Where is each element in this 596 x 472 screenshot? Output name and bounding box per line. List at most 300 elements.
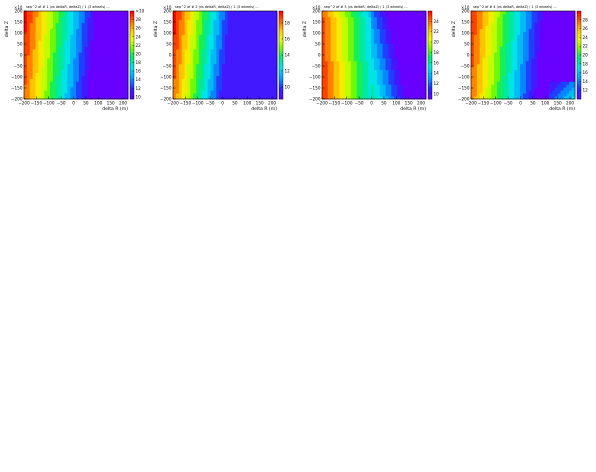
heatmap-cell [93, 11, 96, 14]
heatmap-cell [116, 78, 119, 81]
heatmap-cell [33, 20, 36, 23]
heatmap-cell [488, 67, 491, 70]
color-bar-segment [279, 20, 283, 23]
heatmap-cell [488, 73, 491, 76]
heatmap-cell [537, 14, 540, 17]
heatmap-cell [517, 84, 520, 87]
heatmap-cell [116, 84, 119, 87]
heatmap-cell [339, 61, 342, 64]
heatmap-cell [325, 34, 328, 37]
heatmap-cell [216, 23, 219, 26]
heatmap-cell [108, 93, 111, 96]
heatmap-cell [196, 73, 199, 76]
heatmap-cell [383, 23, 386, 26]
heatmap-cell [202, 64, 205, 67]
heatmap-cell [497, 67, 500, 70]
heatmap-cell [485, 17, 488, 20]
heatmap-cell [523, 29, 526, 32]
heatmap-cell [93, 55, 96, 58]
heatmap-cell [62, 93, 65, 96]
heatmap-cell [345, 37, 348, 40]
color-bar-segment [279, 18, 283, 21]
heatmap-cell [231, 81, 234, 84]
heatmap-cell [494, 14, 497, 17]
heatmap-cell [386, 26, 389, 29]
heatmap-cell [96, 90, 99, 93]
heatmap-cell [526, 34, 529, 37]
color-bar-segment [428, 95, 432, 98]
heatmap-cell [388, 26, 391, 29]
heatmap-cell [517, 58, 520, 61]
heatmap-cell [193, 49, 196, 52]
heatmap-cell [406, 87, 409, 90]
color-bar-segment [279, 66, 283, 69]
heatmap-cell [41, 32, 44, 35]
heatmap-cell [44, 84, 47, 87]
heatmap-cell [351, 64, 354, 67]
heatmap-cell [44, 29, 47, 32]
heatmap-cell [222, 93, 225, 96]
heatmap-cell [403, 37, 406, 40]
heatmap-cell [526, 87, 529, 90]
heatmap-cell [56, 32, 59, 35]
heatmap-cell [328, 11, 331, 14]
heatmap-cell [190, 49, 193, 52]
z-tick-label: 24 [135, 34, 141, 40]
heatmap-cell [480, 23, 483, 26]
heatmap-cell [360, 37, 363, 40]
heatmap-cell [222, 26, 225, 29]
heatmap-cell [506, 55, 509, 58]
heatmap-cell [552, 64, 555, 67]
heatmap-cell [27, 90, 30, 93]
heatmap-cell [208, 17, 211, 20]
heatmap-cell [44, 58, 47, 61]
heatmap-cell [234, 49, 237, 52]
heatmap-cell [222, 73, 225, 76]
heatmap-cell [397, 43, 400, 46]
heatmap-cell [228, 73, 231, 76]
heatmap-cell [30, 23, 33, 26]
heatmap-cell [383, 37, 386, 40]
heatmap-cell [93, 49, 96, 52]
heatmap-cell [53, 29, 56, 32]
heatmap-cell [67, 32, 70, 35]
heatmap-cell [122, 55, 125, 58]
heatmap-cell [213, 70, 216, 73]
heatmap-cell [271, 46, 274, 49]
heatmap-cell [208, 46, 211, 49]
heatmap-cell [555, 43, 558, 46]
heatmap-cell [237, 64, 240, 67]
heatmap-cell [216, 52, 219, 55]
heatmap-cell [202, 37, 205, 40]
heatmap-cell [99, 81, 102, 84]
heatmap-cell [558, 26, 561, 29]
heatmap-cell [552, 11, 555, 14]
heatmap-cell [27, 49, 30, 52]
heatmap-cell [500, 20, 503, 23]
heatmap-cell [90, 23, 93, 26]
heatmap-cell [30, 93, 33, 96]
heatmap-cell [251, 70, 254, 73]
y-tick-label: 200 [163, 8, 172, 14]
heatmap-cell [225, 49, 228, 52]
heatmap-cell [70, 55, 73, 58]
heatmap-cell [540, 76, 543, 79]
heatmap-cell [558, 37, 561, 40]
heatmap-cell [561, 52, 564, 55]
heatmap-cell [268, 87, 271, 90]
color-bar-segment [279, 35, 283, 38]
heatmap-cell [374, 34, 377, 37]
heatmap-cell [537, 49, 540, 52]
heatmap-cell [523, 32, 526, 35]
heatmap-cell [474, 73, 477, 76]
heatmap-cell [187, 20, 190, 23]
heatmap-cell [67, 76, 70, 79]
heatmap-cell [211, 52, 214, 55]
heatmap-cell [271, 76, 274, 79]
heatmap-cell [386, 23, 389, 26]
heatmap-cell [322, 11, 325, 14]
chart-title: sep^2 of # 4 (vs deltaR, deltaZ) / 1 (3 wheels) ... [473, 5, 557, 9]
heatmap-cell [251, 93, 254, 96]
heatmap-cell [414, 20, 417, 23]
color-bar-segment [130, 81, 134, 84]
heatmap-cell [414, 14, 417, 17]
heatmap-cell [119, 29, 122, 32]
heatmap-cell [211, 14, 214, 17]
heatmap-cell [357, 49, 360, 52]
heatmap-cell [36, 49, 39, 52]
heatmap-cell [543, 17, 546, 20]
heatmap-cell [351, 87, 354, 90]
heatmap-cell [105, 81, 108, 84]
heatmap-cell [199, 81, 202, 84]
heatmap-cell [420, 52, 423, 55]
heatmap-cell [254, 17, 257, 20]
heatmap-cell [328, 78, 331, 81]
heatmap-cell [491, 90, 494, 93]
heatmap-cell [225, 17, 228, 20]
y-tick-label: 100 [14, 30, 23, 36]
x-tick-label: −100 [43, 100, 55, 106]
heatmap-cell [497, 76, 500, 79]
heatmap-cell [540, 87, 543, 90]
heatmap-cell [248, 46, 251, 49]
heatmap-cell [377, 26, 380, 29]
heatmap-cell [514, 26, 517, 29]
heatmap-cell [471, 70, 474, 73]
heatmap-cell [237, 29, 240, 32]
heatmap-cell [397, 73, 400, 76]
heatmap-cell [325, 11, 328, 14]
heatmap-cell [374, 78, 377, 81]
color-bar-segment [279, 88, 283, 91]
heatmap-cell [24, 11, 27, 14]
z-tick-label: 22 [582, 43, 588, 49]
heatmap-cell [231, 87, 234, 90]
heatmap-cell [193, 76, 196, 79]
color-bar-segment [428, 70, 432, 73]
heatmap-cell [377, 37, 380, 40]
heatmap-cell [394, 49, 397, 52]
heatmap-cell [111, 14, 114, 17]
heatmap-cell [76, 43, 79, 46]
heatmap-cell [50, 40, 53, 43]
heatmap-cell [263, 17, 266, 20]
heatmap-cell [380, 26, 383, 29]
heatmap-cell [377, 78, 380, 81]
heatmap-cell [257, 87, 260, 90]
heatmap-cell [268, 81, 271, 84]
heatmap-cell [391, 46, 394, 49]
heatmap-cell [239, 87, 242, 90]
heatmap-cell [549, 29, 552, 32]
heatmap-cell [537, 23, 540, 26]
heatmap-cell [374, 20, 377, 23]
color-bar-segment [279, 79, 283, 82]
heatmap-cell [231, 46, 234, 49]
heatmap-cell [182, 93, 185, 96]
heatmap-cell [566, 73, 569, 76]
heatmap-cell [85, 55, 88, 58]
heatmap-cell [199, 32, 202, 35]
heatmap-cell [483, 34, 486, 37]
heatmap-cell [552, 78, 555, 81]
heatmap-cell [342, 17, 345, 20]
heatmap-cell [41, 49, 44, 52]
heatmap-cell [268, 84, 271, 87]
heatmap-cell [185, 32, 188, 35]
heatmap-cell [268, 55, 271, 58]
heatmap-cell [190, 87, 193, 90]
heatmap-cell [535, 26, 538, 29]
heatmap-cell [119, 93, 122, 96]
heatmap-cell [377, 20, 380, 23]
heatmap-cell [348, 11, 351, 14]
heatmap-cell [179, 55, 182, 58]
heatmap-cell [213, 37, 216, 40]
heatmap-cell [342, 67, 345, 70]
heatmap-cell [477, 81, 480, 84]
y-tick-label: 0 [466, 52, 470, 58]
heatmap-cell [417, 52, 420, 55]
heatmap-cell [245, 46, 248, 49]
heatmap-cell [211, 11, 214, 14]
heatmap-cell [474, 52, 477, 55]
heatmap-cell [506, 43, 509, 46]
heatmap-cell [96, 73, 99, 76]
heatmap-cell [526, 61, 529, 64]
heatmap-cell [234, 52, 237, 55]
heatmap-cell [116, 14, 119, 17]
heatmap-cell [403, 58, 406, 61]
y-tick-label: 200 [312, 8, 321, 14]
heatmap-cell [105, 58, 108, 61]
color-bar-segment [577, 15, 581, 18]
heatmap-cell [511, 29, 514, 32]
heatmap-cell [339, 87, 342, 90]
heatmap-cell [555, 64, 558, 67]
heatmap-cell [552, 14, 555, 17]
heatmap-cell [561, 58, 564, 61]
heatmap-cell [263, 78, 266, 81]
heatmap-cell [213, 58, 216, 61]
heatmap-cell [99, 20, 102, 23]
heatmap-cell [488, 70, 491, 73]
heatmap-cell [56, 17, 59, 20]
heatmap-cell [257, 23, 260, 26]
heatmap-cell [409, 26, 412, 29]
heatmap-cell [116, 93, 119, 96]
heatmap-cell [114, 43, 117, 46]
heatmap-cell [543, 29, 546, 32]
heatmap-cell [116, 76, 119, 79]
heatmap-cell [360, 26, 363, 29]
heatmap-cell [82, 34, 85, 37]
heatmap-cell [242, 61, 245, 64]
heatmap-cell [336, 58, 339, 61]
heatmap-cell [357, 84, 360, 87]
heatmap-cell [41, 34, 44, 37]
heatmap-cell [537, 40, 540, 43]
heatmap-cell [216, 81, 219, 84]
heatmap-cell [254, 46, 257, 49]
heatmap-cell [563, 64, 566, 67]
z-tick-label: 10 [135, 94, 141, 100]
heatmap-cell [529, 34, 532, 37]
heatmap-cell [222, 67, 225, 70]
heatmap-cell [483, 64, 486, 67]
heatmap-cell [196, 93, 199, 96]
heatmap-cell [251, 46, 254, 49]
heatmap-cell [90, 17, 93, 20]
heatmap-cell [111, 87, 114, 90]
heatmap-cell [331, 81, 334, 84]
heatmap-cell [205, 70, 208, 73]
color-bar-segment [279, 13, 283, 16]
heatmap-cell [500, 46, 503, 49]
heatmap-cell [254, 37, 257, 40]
heatmap-cell [76, 14, 79, 17]
heatmap-cell [357, 11, 360, 14]
heatmap-cell [234, 37, 237, 40]
heatmap-cell [558, 61, 561, 64]
heatmap-cell [208, 70, 211, 73]
heatmap-cell [328, 29, 331, 32]
heatmap-cell [540, 23, 543, 26]
heatmap-cell [514, 64, 517, 67]
heatmap-cell [477, 46, 480, 49]
heatmap-cell [374, 52, 377, 55]
heatmap-cell [242, 84, 245, 87]
heatmap-cell [374, 37, 377, 40]
heatmap-cell [345, 26, 348, 29]
heatmap-cell [260, 26, 263, 29]
heatmap-cell [82, 23, 85, 26]
heatmap-cell [406, 81, 409, 84]
heatmap-cell [76, 23, 79, 26]
x-tick-label: 0 [370, 100, 373, 106]
heatmap-cell [497, 93, 500, 96]
heatmap-cell [474, 90, 477, 93]
heatmap-cell [526, 58, 529, 61]
heatmap-cell [420, 11, 423, 14]
heatmap-cell [70, 34, 73, 37]
heatmap-cell [360, 84, 363, 87]
heatmap-cell [202, 49, 205, 52]
heatmap-cell [520, 93, 523, 96]
heatmap-cell [394, 58, 397, 61]
heatmap-cell [543, 70, 546, 73]
heatmap-cell [322, 67, 325, 70]
heatmap-cell [569, 20, 572, 23]
heatmap-cell [362, 64, 365, 67]
heatmap-cell [497, 90, 500, 93]
heatmap-cell [88, 37, 91, 40]
heatmap-cell [196, 23, 199, 26]
heatmap-cell [488, 64, 491, 67]
heatmap-cell [56, 87, 59, 90]
heatmap-cell [47, 29, 50, 32]
heatmap-cell [193, 17, 196, 20]
heatmap-cell [122, 78, 125, 81]
heatmap-cell [64, 58, 67, 61]
color-bar-segment [428, 48, 432, 51]
heatmap-cell [93, 40, 96, 43]
heatmap-cell [331, 64, 334, 67]
heatmap-cell [345, 93, 348, 96]
heatmap-cell [535, 81, 538, 84]
heatmap-cell [537, 84, 540, 87]
heatmap-cell [506, 11, 509, 14]
heatmap-cell [520, 40, 523, 43]
heatmap-cell [409, 20, 412, 23]
heatmap-cell [362, 78, 365, 81]
heatmap-cell [76, 55, 79, 58]
heatmap-cell [108, 87, 111, 90]
heatmap-cell [383, 43, 386, 46]
heatmap-cell [483, 73, 486, 76]
heatmap-cell [339, 93, 342, 96]
heatmap-cell [67, 46, 70, 49]
heatmap-cell [532, 43, 535, 46]
heatmap-cell [514, 23, 517, 26]
heatmap-cell [514, 20, 517, 23]
heatmap-cell [368, 37, 371, 40]
heatmap-cell [511, 46, 514, 49]
heatmap-cell [500, 23, 503, 26]
heatmap-cell [561, 32, 564, 35]
heatmap-cell [537, 67, 540, 70]
heatmap-cell [532, 29, 535, 32]
heatmap-cell [394, 87, 397, 90]
heatmap-cell [558, 81, 561, 84]
heatmap-cell [239, 17, 242, 20]
heatmap-cell [193, 81, 196, 84]
heatmap-cell [96, 17, 99, 20]
heatmap-cell [27, 26, 30, 29]
heatmap-cell [360, 67, 363, 70]
x-tick-label: 150 [553, 100, 562, 106]
heatmap-cell [380, 70, 383, 73]
heatmap-cell [500, 93, 503, 96]
heatmap-cell [406, 34, 409, 37]
heatmap-cell [388, 67, 391, 70]
heatmap-cell [388, 81, 391, 84]
